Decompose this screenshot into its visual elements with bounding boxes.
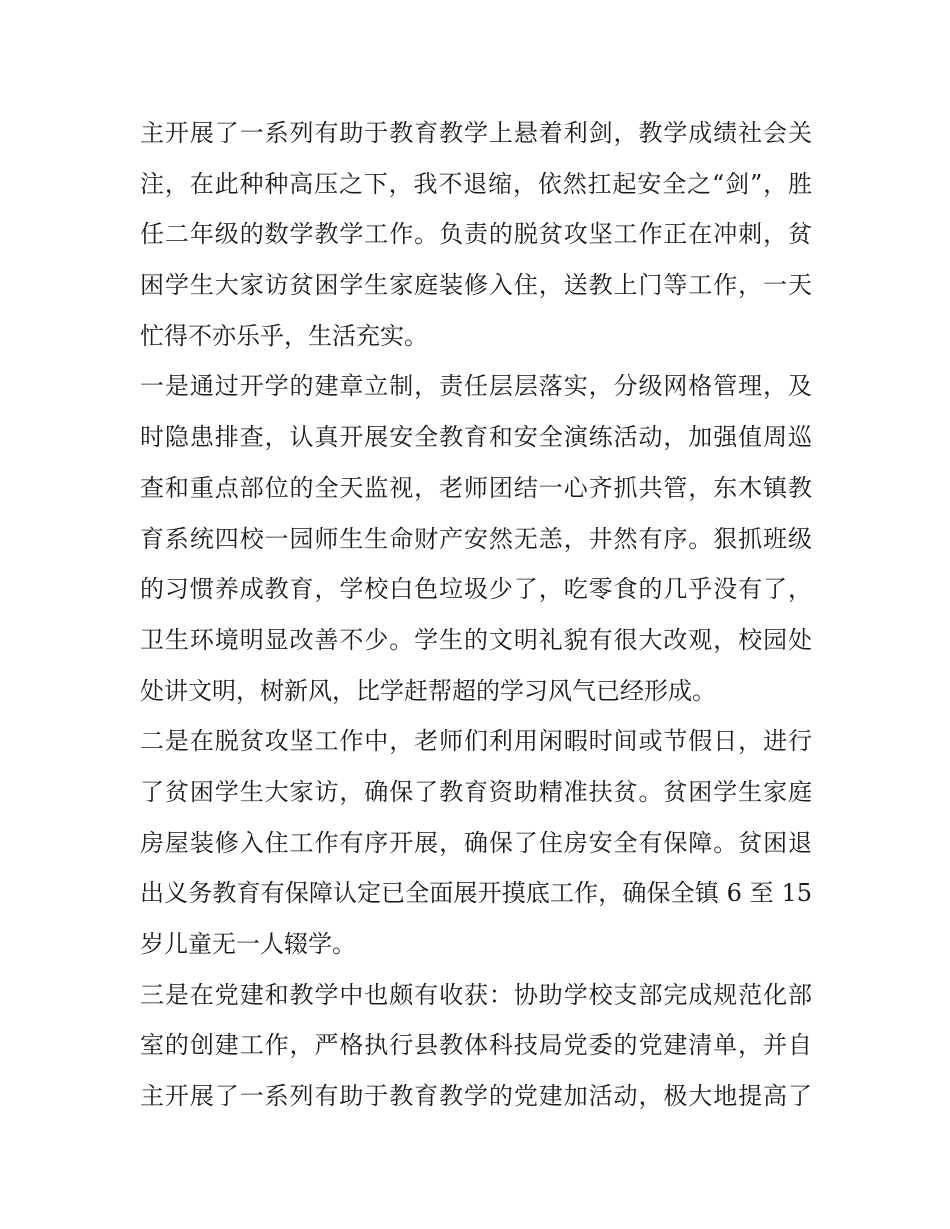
text-line: 二是在脱贫攻坚工作中，老师们利用闲暇时间或节假日，进行 xyxy=(140,727,812,756)
text-line: 房屋装修入住工作有序开展，确保了住房安全有保障。贫困退 xyxy=(140,828,812,857)
text-line: 任二年级的数学教学工作。负责的脱贫攻坚工作正在冲刺，贫 xyxy=(140,220,812,249)
text-line: 卫生环境明显改善不少。学生的文明礼貌有很大改观，校园处 xyxy=(140,625,812,654)
document-body xyxy=(140,108,812,1122)
text-line: 岁儿童无一人辍学。 xyxy=(140,930,356,958)
text-line: 时隐患排查，认真开展安全教育和安全演练活动，加强值周巡 xyxy=(140,423,812,452)
paragraph-continuation xyxy=(140,108,812,361)
text-line: 忙得不亦乐乎，生活充实。 xyxy=(140,321,428,350)
text-line: 三是在党建和教学中也颇有收获：协助学校支部完成规范化部 xyxy=(140,980,812,1009)
text-line: 育系统四校一园师生生命财产安然无恙，井然有序。狠抓班级 xyxy=(140,524,812,553)
text-line: 注，在此种种高压之下，我不退缩，依然扛起安全之“剑”，胜 xyxy=(140,169,812,198)
text-line: 出义务教育有保障认定已全面展开摸底工作，确保全镇 6 至 15 xyxy=(140,879,812,908)
text-line: 室的创建工作，严格执行县教体科技局党委的党建清单，并自 xyxy=(140,1031,812,1060)
paragraph-two xyxy=(140,716,812,969)
paragraph-three xyxy=(140,970,812,1122)
text-line: 困学生大家访贫困学生家庭装修入住，送教上门等工作，一天 xyxy=(140,271,812,300)
text-line: 的习惯养成教育，学校白色垃圾少了，吃零食的几乎没有了， xyxy=(140,575,812,604)
text-line: 主开展了一系列有助于教育教学的党建加活动，极大地提高了 xyxy=(140,1082,812,1111)
paragraph-one xyxy=(140,361,812,716)
text-line: 了贫困学生大家访，确保了教育资助精准扶贫。贫困学生家庭 xyxy=(140,777,812,806)
text-line: 查和重点部位的全天监视，老师团结一心齐抓共管，东木镇教 xyxy=(140,473,812,502)
text-line: 主开展了一系列有助于教育教学上悬着利剑，教学成绩社会关 xyxy=(140,119,812,147)
text-line: 一是通过开学的建章立制，责任层层落实，分级网格管理，及 xyxy=(140,372,812,401)
text-line: 处讲文明，树新风，比学赶帮超的学习风气已经形成。 xyxy=(140,676,716,705)
